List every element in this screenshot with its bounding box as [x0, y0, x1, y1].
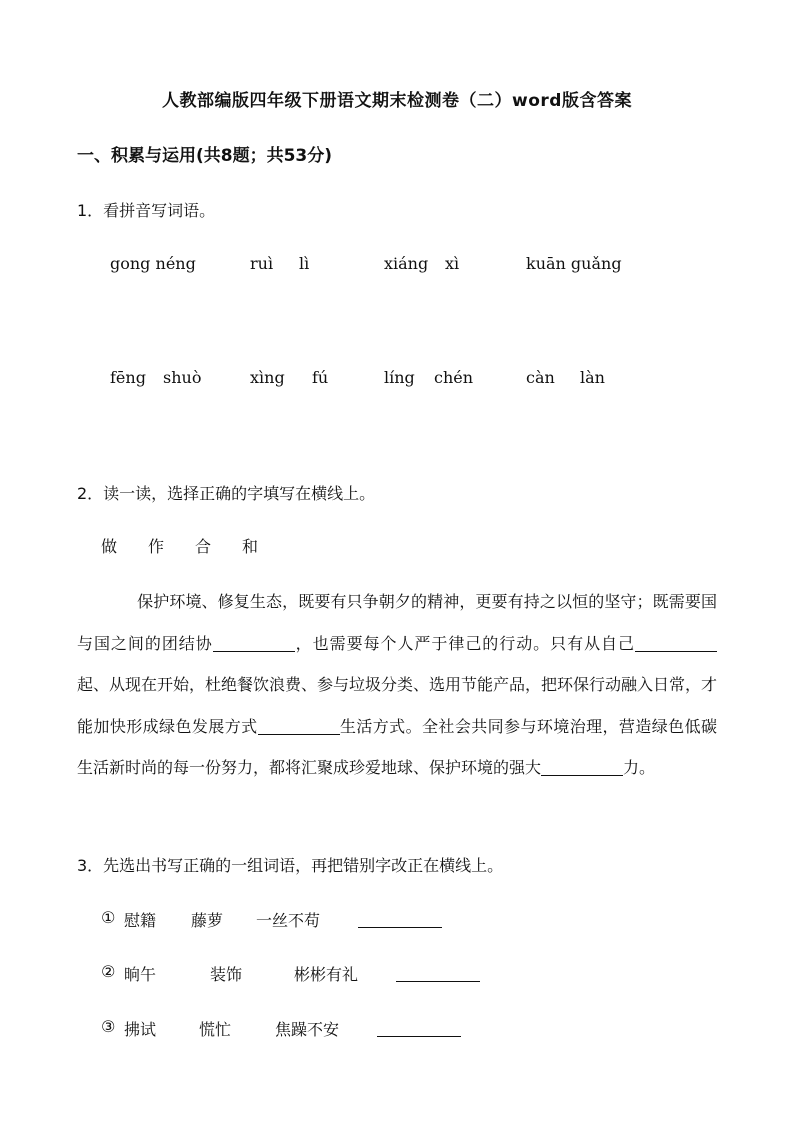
pinyin: càn — [526, 368, 555, 387]
correction-blank[interactable] — [377, 1035, 461, 1037]
option-word: 焦躁不安 — [275, 1020, 340, 1039]
answer-blank[interactable] — [541, 757, 623, 776]
pinyin: xì — [445, 254, 460, 273]
option-word: 慰籍 — [124, 911, 157, 930]
pinyin: fú — [312, 368, 329, 387]
option-number: ③ — [101, 1017, 116, 1036]
pinyin: xiáng — [384, 254, 429, 273]
option-number: ① — [101, 908, 116, 927]
question-1-prompt: 1．看拼音写词语。 — [77, 201, 216, 220]
correction-blank[interactable] — [358, 926, 442, 928]
pinyin: lì — [299, 254, 310, 273]
option-word: 装饰 — [210, 965, 243, 984]
question-3-prompt: 3．先选出书写正确的一组词语，再把错别字改正在横线上。 — [77, 856, 504, 875]
passage-text: ，也需要每个人严于律己的行动。只有从自己 — [294, 633, 635, 653]
option-word: 拂试 — [124, 1020, 157, 1039]
pinyin: líng — [384, 368, 415, 387]
option-word: 慌忙 — [199, 1020, 232, 1039]
question-2-prompt: 2．读一读，选择正确的字填写在横线上。 — [77, 484, 376, 503]
pinyin: fēng — [110, 368, 146, 387]
passage-text: 起、从现在开始，杜绝餐饮浪费、参与垃圾分类、选用节能产品，把环保行动融入日常，才能加快形成绿色发展方式 — [77, 675, 718, 736]
passage-text: 生活方式。全社会共同参与环境治理，营造绿色低碳生活新时尚的每一份努力，都将汇聚成珍爱地球、保护环境的强大 — [77, 716, 717, 778]
answer-blank[interactable] — [635, 633, 717, 652]
option-word: 晌午 — [124, 965, 157, 984]
pinyin: shuò — [163, 368, 202, 387]
option-number: ② — [101, 962, 116, 981]
passage — [77, 581, 717, 789]
passage-text: 保护环境、修复生态，既要有只争朝夕的精神，更要有持之以恒的坚守；既需要国与国之间的团结协 — [77, 592, 717, 653]
doc-title: 人教部编版四年级下册语文期末检测卷（二）word版含答案 — [162, 91, 632, 111]
passage-text: 力。 — [623, 758, 656, 778]
choice-char: 做 — [101, 537, 118, 556]
section-heading: 一、积累与运用(共8题；共53分) — [77, 146, 333, 166]
pinyin: ruì — [250, 254, 274, 273]
answer-blank[interactable] — [213, 633, 295, 652]
pinyin: kuān guǎng — [526, 254, 622, 273]
correction-blank[interactable] — [396, 980, 480, 982]
pinyin: gong néng — [110, 254, 196, 273]
choice-char: 作 — [148, 537, 165, 556]
option-word: 一丝不苟 — [256, 911, 321, 930]
option-word: 彬彬有礼 — [294, 965, 359, 984]
choice-char: 和 — [242, 537, 259, 556]
pinyin: xìng — [250, 368, 285, 387]
answer-blank[interactable] — [258, 716, 340, 735]
pinyin: chén — [434, 368, 474, 387]
choice-char: 合 — [195, 537, 212, 556]
pinyin: làn — [580, 368, 605, 387]
option-word: 藤萝 — [191, 911, 224, 930]
